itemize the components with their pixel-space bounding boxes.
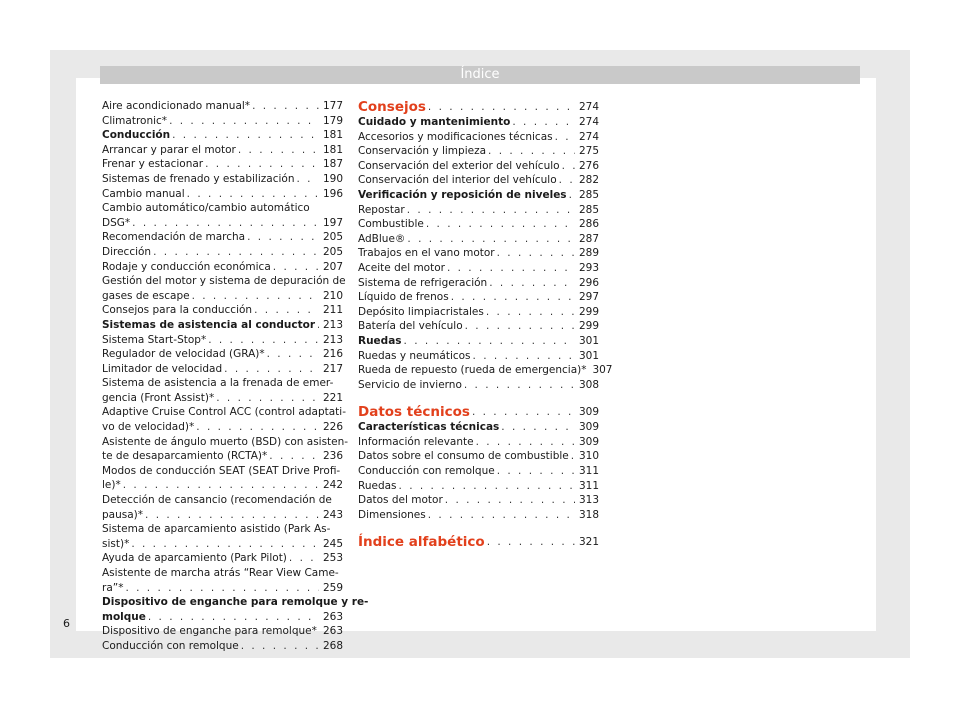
dot-leader	[132, 216, 319, 231]
dot-leader	[254, 303, 319, 318]
toc-entry-text-line: Asistente de marcha atrás “Rear View Came-	[102, 567, 339, 579]
toc-page-number: 321	[578, 536, 599, 549]
toc-entry[interactable]	[102, 551, 343, 566]
toc-entry-title: Cambio manual	[102, 187, 185, 200]
toc-entry-title: AdBlue®	[358, 232, 406, 245]
toc-entry[interactable]	[358, 479, 599, 494]
toc-page-number: 299	[578, 320, 599, 333]
dot-leader	[153, 245, 319, 260]
toc-entry[interactable]	[358, 420, 599, 435]
dot-leader	[269, 449, 319, 464]
toc-page-number: 243	[322, 508, 343, 521]
toc-entry[interactable]	[358, 276, 599, 291]
toc-entry-title: Limitador de velocidad	[102, 362, 223, 375]
toc-entry-title: molque	[102, 610, 146, 623]
dot-leader	[172, 128, 319, 143]
dot-leader	[562, 159, 575, 174]
toc-entry-text-line: Detección de cansancio (recomendación de	[102, 494, 332, 507]
page-number: 6	[63, 617, 70, 630]
toc-entry-title: Sistema de refrigeración	[358, 276, 488, 289]
toc-page-number: 310	[578, 450, 599, 463]
toc-entry[interactable]	[358, 378, 599, 393]
toc-entry-title: Servicio de invierno	[358, 378, 462, 391]
dot-leader	[241, 639, 319, 654]
toc-entry-text-line: Adaptive Cruise Control ACC (control adaptati-	[102, 406, 346, 419]
toc-entry[interactable]	[358, 203, 599, 218]
toc-entry-title: Dispositivo de enganche para remolque*	[102, 625, 317, 638]
toc-entry[interactable]	[102, 493, 343, 522]
toc-page-number: 263	[322, 610, 343, 623]
toc-entry[interactable]	[102, 405, 346, 434]
toc-page-number: 275	[578, 145, 599, 158]
toc-entry[interactable]	[102, 274, 346, 303]
toc-entry-title: Dimensiones	[358, 508, 426, 521]
toc-entry-text-line: Dispositivo de enganche para remolque y re-	[102, 596, 369, 609]
toc-entry[interactable]	[358, 173, 599, 188]
toc-entry-text-line: Modos de conducción SEAT (SEAT Drive Profi-	[102, 464, 341, 477]
toc-page-number: 301	[578, 334, 599, 347]
toc-page-number: 299	[578, 305, 599, 318]
toc-entry-title: Climatronic*	[102, 114, 168, 127]
toc-page-number: 285	[578, 203, 599, 216]
toc-page-number: 210	[322, 289, 343, 302]
toc-page-number: 181	[322, 129, 343, 142]
toc-section[interactable]	[358, 534, 599, 550]
toc-page-number: 253	[322, 552, 343, 565]
dot-leader	[404, 334, 575, 349]
toc-section[interactable]	[358, 404, 599, 420]
toc-page-number: 187	[322, 158, 343, 171]
toc-entry[interactable]	[102, 522, 343, 551]
toc-page-number: 308	[578, 378, 599, 391]
dot-leader	[447, 261, 575, 276]
dot-leader	[297, 172, 320, 187]
toc-page-number: 216	[322, 348, 343, 361]
toc-page-number: 179	[322, 114, 343, 127]
dot-leader	[123, 478, 319, 493]
toc-page-number: 307	[592, 364, 613, 377]
dot-leader	[489, 276, 575, 291]
toc-page-number: 217	[322, 362, 343, 375]
toc-entry-title: Ruedas	[358, 479, 397, 492]
toc-entry[interactable]	[102, 201, 343, 230]
toc-page-number: 318	[578, 508, 599, 521]
dot-leader	[224, 362, 319, 377]
toc-column-left	[102, 99, 369, 654]
toc-page-number: 274	[578, 116, 599, 128]
toc-entry-title: pausa)*	[102, 508, 144, 521]
dot-leader	[247, 230, 319, 245]
dot-leader	[216, 391, 319, 406]
toc-page-number: 190	[322, 172, 343, 185]
toc-entry-title: Datos del motor	[358, 494, 443, 507]
toc-entry[interactable]	[358, 115, 599, 130]
toc-entry[interactable]	[102, 347, 343, 362]
toc-entry[interactable]	[358, 188, 599, 203]
dot-leader	[399, 479, 575, 494]
toc-page-number: 309	[578, 421, 599, 434]
dot-leader	[465, 319, 575, 334]
toc-entry[interactable]	[102, 99, 343, 114]
dot-leader	[145, 508, 319, 523]
toc-entry[interactable]	[102, 245, 343, 260]
dot-leader	[208, 333, 319, 348]
toc-page-number: 181	[322, 143, 343, 156]
toc-entry-title: vo de velocidad)*	[102, 421, 195, 434]
toc-entry-title: gencia (Front Assist)*	[102, 391, 215, 404]
toc-page-number: 245	[322, 537, 343, 550]
toc-entry[interactable]	[102, 157, 343, 172]
toc-entry-title: Consejos para la conducción	[102, 304, 253, 317]
dot-leader	[487, 534, 575, 550]
toc-page-number: 309	[578, 406, 599, 419]
toc-entry-title: Conservación del exterior del vehículo	[358, 159, 560, 172]
toc-entry[interactable]	[102, 172, 343, 187]
toc-entry[interactable]	[102, 260, 343, 275]
dot-leader	[486, 305, 575, 320]
toc-page-number: 297	[578, 291, 599, 304]
toc-entry[interactable]	[358, 334, 599, 349]
toc-page-number: 197	[322, 216, 343, 229]
toc-entry-text-line: Sistema de aparcamiento asistido (Park As-	[102, 523, 331, 536]
toc-entry-title: Ayuda de aparcamiento (Park Pilot)	[102, 552, 287, 565]
toc-section-title: Consejos	[358, 99, 426, 115]
toc-entry-title: sist)*	[102, 537, 130, 550]
dot-leader	[497, 246, 575, 261]
dot-leader	[238, 143, 319, 158]
toc-page-number: 313	[578, 494, 599, 507]
toc-entry-title: te de desaparcamiento (RCTA)*	[102, 450, 268, 463]
toc-page-number: 213	[322, 333, 343, 346]
dot-leader	[451, 290, 575, 305]
toc-entry[interactable]	[102, 114, 343, 129]
toc-entry[interactable]	[102, 318, 343, 333]
dot-leader	[445, 493, 575, 508]
toc-page-number: 211	[322, 304, 343, 317]
dot-leader	[273, 260, 319, 275]
toc-entry[interactable]	[358, 246, 599, 261]
toc-entry-title: Recomendación de marcha	[102, 231, 246, 244]
toc-entry-title: Información relevante	[358, 435, 474, 448]
toc-entry-title: ra”*	[102, 581, 124, 594]
toc-page-number: 282	[578, 174, 599, 187]
toc-page-number: 196	[322, 187, 343, 200]
toc-page-number: 293	[578, 261, 599, 274]
dot-leader	[196, 420, 319, 435]
toc-entry-title: Características técnicas	[358, 421, 500, 434]
toc-entry[interactable]	[358, 449, 599, 464]
toc-entry-title: Rueda de repuesto (rueda de emergencia)*	[358, 364, 587, 377]
toc-entry-title: Batería del vehículo	[358, 320, 463, 333]
toc-entry[interactable]	[102, 333, 343, 348]
toc-entry-title: Sistema Start-Stop*	[102, 333, 207, 346]
dot-leader	[488, 144, 575, 159]
toc-entry[interactable]	[358, 290, 599, 305]
page-header	[100, 66, 860, 84]
dot-leader	[497, 464, 575, 479]
dot-leader	[472, 404, 575, 420]
toc-entry[interactable]	[102, 566, 343, 595]
dot-leader	[205, 157, 319, 172]
toc-entry-title: Conducción con remolque	[358, 465, 495, 478]
toc-entry-title: Conducción	[102, 129, 171, 142]
toc-entry[interactable]	[102, 595, 369, 624]
toc-page-number: 276	[578, 159, 599, 172]
toc-entry[interactable]	[102, 143, 343, 158]
toc-entry-title: gases de escape	[102, 289, 190, 302]
dot-leader	[131, 537, 319, 552]
toc-entry[interactable]	[102, 128, 343, 143]
dot-leader	[125, 581, 319, 596]
dot-leader	[426, 217, 575, 232]
dot-leader	[148, 610, 319, 625]
toc-entry-title: Ruedas y neumáticos	[358, 349, 471, 362]
toc-entry[interactable]	[358, 508, 599, 523]
toc-page-number: 285	[578, 188, 599, 201]
dot-leader	[252, 99, 319, 114]
dot-leader	[267, 347, 319, 362]
toc-entry-title: Depósito limpiacristales	[358, 305, 484, 318]
toc-entry[interactable]	[102, 362, 343, 377]
dot-leader	[464, 378, 575, 393]
toc-page-number: 205	[322, 231, 343, 244]
toc-entry-title: Repostar	[358, 203, 405, 216]
toc-page-number: 207	[322, 260, 343, 273]
toc-entry-title: Regulador de velocidad (GRA)*	[102, 348, 265, 361]
toc-page-number: 296	[578, 276, 599, 289]
toc-page-number: 274	[578, 130, 599, 143]
toc-entry-title: Conservación y limpieza	[358, 145, 487, 158]
toc-entry[interactable]	[358, 159, 599, 174]
toc-entry[interactable]	[358, 217, 599, 232]
toc-page-number: 311	[578, 479, 599, 492]
dot-leader	[407, 203, 575, 218]
toc-column-right	[358, 99, 613, 551]
toc-entry-title: Conservación del interior del vehículo	[358, 174, 557, 187]
dot-leader	[473, 349, 575, 364]
toc-entry[interactable]	[358, 130, 599, 145]
header-title: Índice	[460, 67, 500, 82]
toc-entry[interactable]	[358, 261, 599, 276]
toc-entry[interactable]	[102, 435, 349, 464]
toc-entry-title: Datos sobre el consumo de combustible	[358, 450, 569, 463]
toc-entry-title: Aire acondicionado manual*	[102, 100, 251, 112]
toc-page-number: 274	[578, 101, 599, 113]
toc-entry-title: Aceite del motor	[358, 261, 445, 274]
toc-entry[interactable]	[358, 493, 599, 508]
dot-leader	[555, 130, 575, 145]
toc-entry[interactable]	[102, 230, 343, 245]
toc-page-number: 289	[578, 247, 599, 260]
toc-entry-title: Líquido de frenos	[358, 291, 449, 304]
toc-entry-text-line: Cambio automático/cambio automático	[102, 202, 310, 215]
toc-entry-title: Ruedas	[358, 334, 402, 347]
toc-entry[interactable]	[358, 435, 599, 450]
toc-entry-title: Trabajos en el vano motor	[358, 247, 495, 260]
toc-entry-title: Combustible	[358, 218, 424, 231]
toc-page-number: 263	[322, 625, 343, 638]
dot-leader	[407, 232, 575, 247]
toc-entry-title: Arrancar y parar el motor	[102, 143, 236, 156]
toc-entry[interactable]	[358, 464, 599, 479]
toc-entry-title: Verificación y reposición de niveles	[358, 188, 567, 201]
toc-entry[interactable]	[358, 363, 613, 378]
toc-page-number: 236	[322, 450, 343, 463]
toc-page-number: 177	[322, 100, 343, 112]
toc-section-title: Índice alfabético	[358, 534, 485, 551]
toc-entry[interactable]	[102, 303, 343, 318]
toc-entry-title: Dirección	[102, 245, 152, 258]
toc-page-number: 221	[322, 391, 343, 404]
toc-entry[interactable]	[358, 232, 599, 247]
toc-entry[interactable]	[358, 319, 599, 334]
toc-page-number: 286	[578, 218, 599, 231]
dot-leader	[501, 420, 575, 435]
toc-entry-title: Conducción con remolque	[102, 639, 239, 652]
toc-entry-title: Sistemas de asistencia al conductor	[102, 318, 316, 331]
toc-page-number: 301	[578, 349, 599, 362]
dot-leader	[428, 508, 575, 523]
dot-leader	[169, 114, 319, 129]
toc-entry[interactable]	[102, 187, 343, 202]
dot-leader	[512, 115, 575, 130]
toc-page-number: 268	[322, 639, 343, 652]
toc-entry[interactable]	[102, 624, 343, 639]
toc-entry-text-line: Asistente de ángulo muerto (BSD) con asisten-	[102, 435, 349, 448]
toc-entry-text-line: Sistema de asistencia a la frenada de emer-	[102, 377, 334, 390]
toc-entry-title: Cuidado y mantenimiento	[358, 116, 511, 128]
toc-entry[interactable]	[102, 376, 343, 405]
toc-entry[interactable]	[102, 639, 343, 654]
dot-leader	[187, 187, 319, 202]
dot-leader	[476, 435, 575, 450]
toc-page-number: 259	[322, 581, 343, 594]
toc-entry-title: Sistemas de frenado y estabilización	[102, 172, 295, 185]
toc-entry-title: Rodaje y conducción económica	[102, 260, 271, 273]
toc-entry-title: DSG*	[102, 216, 131, 229]
toc-page-number: 205	[322, 245, 343, 258]
toc-page-number: 226	[322, 421, 343, 434]
toc-page-number: 311	[578, 465, 599, 478]
section-gap	[358, 392, 599, 404]
toc-entry-title: le)*	[102, 479, 121, 492]
dot-leader	[428, 99, 575, 115]
toc-entry[interactable]	[358, 349, 599, 364]
section-gap	[358, 522, 599, 534]
toc-page-number: 287	[578, 232, 599, 245]
toc-entry-title: Accesorios y modificaciones técnicas	[358, 130, 553, 143]
toc-entry-title: Frenar y estacionar	[102, 158, 204, 171]
toc-page-number: 309	[578, 435, 599, 448]
toc-entry[interactable]	[358, 144, 599, 159]
toc-entry[interactable]	[358, 305, 599, 320]
toc-entry[interactable]	[102, 464, 343, 493]
dot-leader	[289, 551, 319, 566]
dot-leader	[192, 289, 319, 304]
toc-page-number: 213	[322, 318, 343, 331]
toc-entry-text-line: Gestión del motor y sistema de depuración de	[102, 275, 346, 288]
toc-section-title: Datos técnicos	[358, 404, 470, 421]
dot-leader	[559, 173, 575, 188]
toc-page-number: 242	[322, 479, 343, 492]
toc-section[interactable]	[358, 99, 599, 115]
